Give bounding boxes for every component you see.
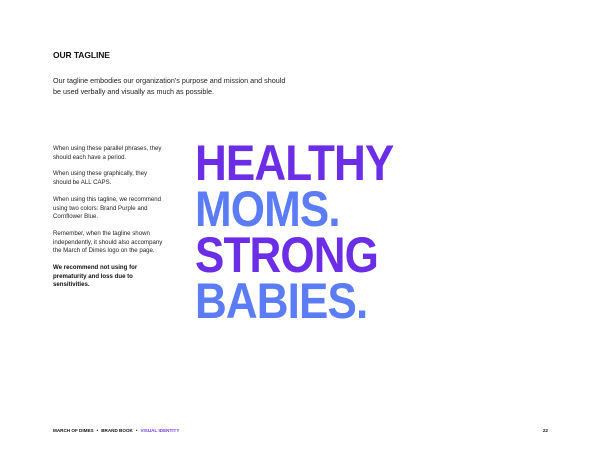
usage-note: When using this tagline, we recommend using two colors: Brand Purple and Cornflower Blue. <box>53 195 162 221</box>
page-footer <box>53 428 548 433</box>
tagline-line-babies: BABIES. <box>195 273 368 329</box>
tagline-line-healthy: HEALTHY <box>195 135 394 191</box>
intro-paragraph: Our tagline embodies our organization's purpose and mission and should be used verbally and visually as much as possible. <box>53 76 286 96</box>
usage-note: Remember, when the tagline shown independently, it should also accompany the March of Dimes logo on the page. <box>53 229 163 255</box>
tagline-line-moms: MOMS. <box>195 181 340 237</box>
tagline-line-strong: STRONG <box>195 227 378 283</box>
footer-doc: BRAND BOOK <box>101 428 133 433</box>
page-number: 22 <box>542 428 548 433</box>
tagline-display <box>195 135 394 329</box>
usage-note: When using these parallel phrases, they should each have a period. <box>53 145 162 161</box>
footer-section: VISUAL IDENTITY <box>140 428 180 433</box>
section-title: OUR TAGLINE <box>53 50 110 60</box>
footer-org: MARCH OF DIMES <box>53 428 94 433</box>
footer-separator: • <box>135 428 138 433</box>
usage-warning: We recommend not using for prematurity and loss due to sensitivities. <box>53 264 138 289</box>
footer-separator: • <box>96 428 99 433</box>
usage-notes <box>53 145 165 298</box>
usage-note: When using these graphically, they should be ALL CAPS. <box>53 170 148 187</box>
